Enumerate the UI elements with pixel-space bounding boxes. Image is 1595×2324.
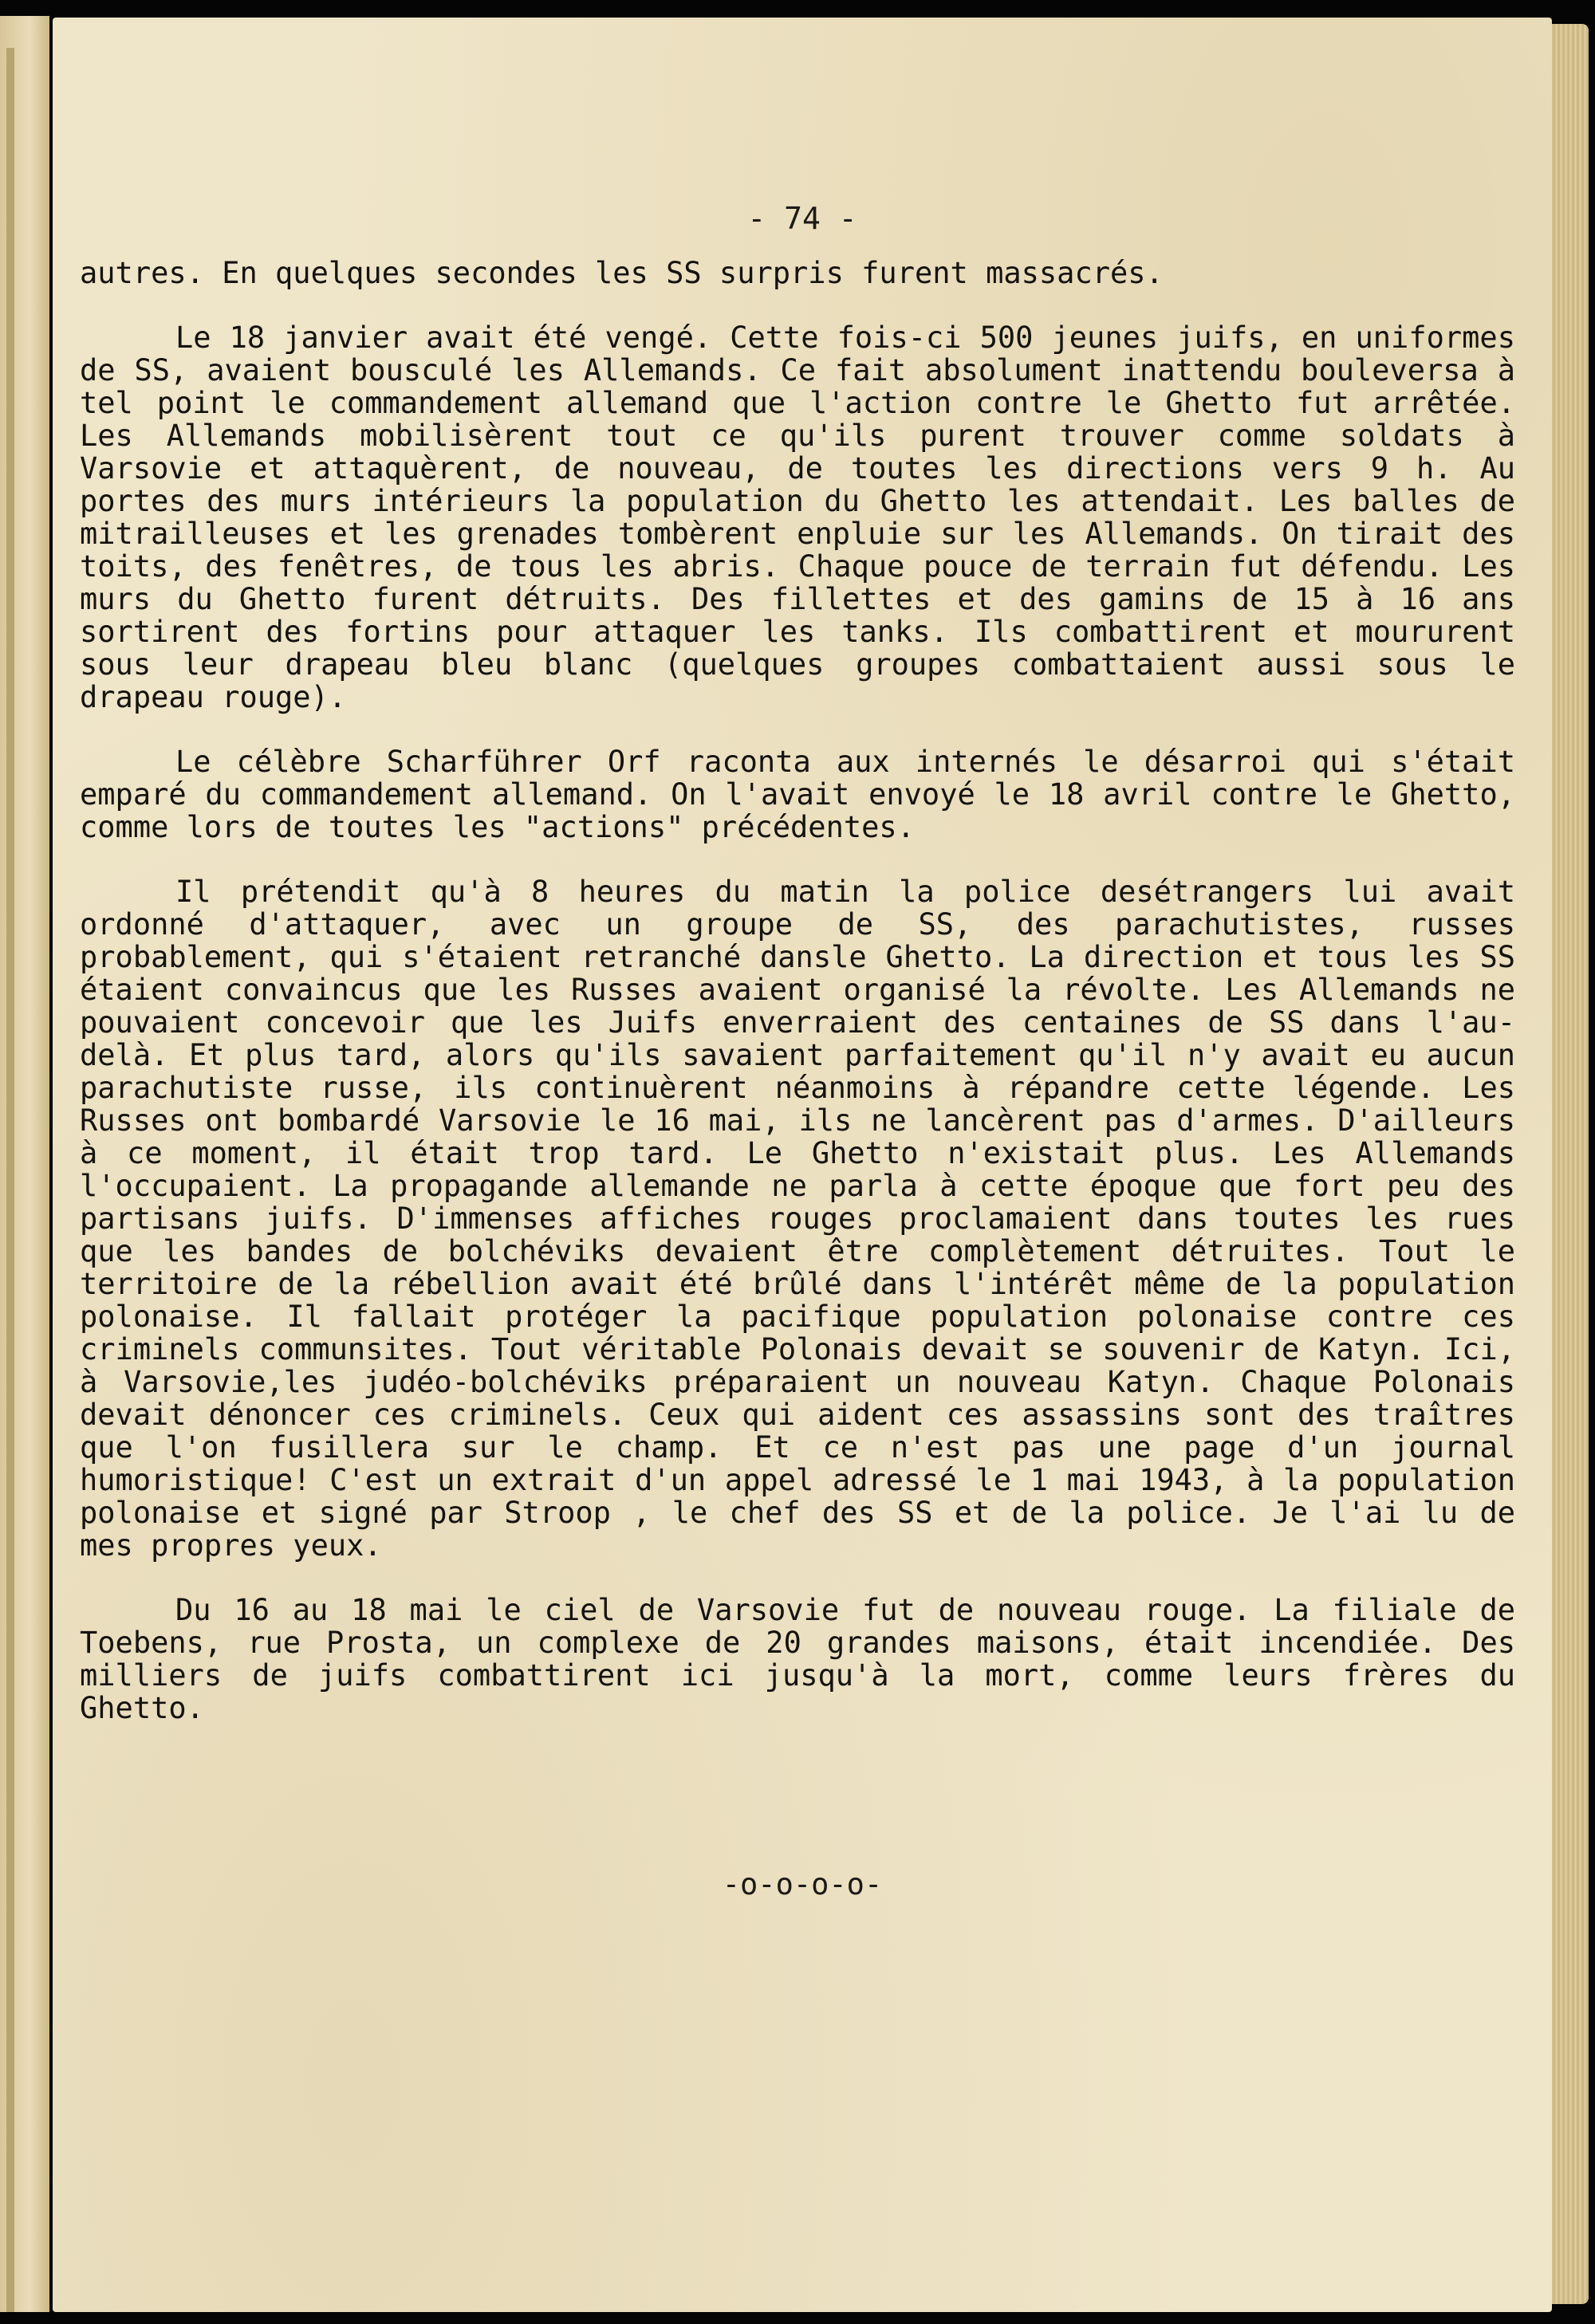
paragraph-3: Le célèbre Scharführer Orf raconta aux internés le désarroi qui s'était emparé du commandement allemand. On l'avait envoyé le 18 avril contre le Ghetto, comme lors de toutes les "actions" précédentes. [80,745,1515,844]
paragraph-1: autres. En quelques secondes les SS surpris furent massacrés. [80,256,1164,290]
binding-strip [6,48,14,2312]
document-page [53,18,1552,2312]
document-body [80,257,1515,1756]
right-page-stack-edge [1552,24,1589,2304]
paragraph-4: Il prétendit qu'à 8 heures du matin la police desétrangers lui avait ordonné d'attaquer, avec un groupe de SS, des parachutistes, russes probablement, qui s'étaient retranché dansle Ghetto. La direction et tous les SS étaient convaincus que les Russes avaient organisé la révolte. Les Allemands ne pouvaient concevoir que les Juifs enverraient des centaines de SS dans l'au-delà. Et plus tard, alors qu'ils savaient parfaitement qu'il n'y avait eu aucun parachutiste russe, ils continuèrent néanmoins à répandre cette légende. Les Russes ont bombardé Varsovie le 16 mai, ils ne lancèrent pas d'armes. D'ailleurs à ce moment, il était trop tard. Le Ghetto n'existait plus. Les Allemands l'occupaient. La propagande allemande ne parla à cette époque que fort peu des partisans juifs. D'immenses affiches rouges proclamaient dans toutes les rues que les bandes de bolchéviks devaient être complètement détruites. Tout le territoire de la rébellion avait été brûlé dans l'intérêt même de la population polonaise. Il fallait protéger la pacifique population polonaise contre ces criminels communsites. Tout véritable Polonais devait se souvenir de Katyn. Ici, à Varsovie,les judéo-bolchéviks préparaient un nouveau Katyn. Chaque Polonais devait dénoncer ces criminels. Ceux qui aident ces assassins sont des traîtres que l'on fusillera sur le champ. Et ce n'est pas une page d'un journal humoristique! C'est un extrait d'un appel adressé le 1 mai 1943, à la population polonaise et signé par Stroop , le chef des SS et de la police. Je l'ai lu de mes propres yeux. [80,875,1515,1563]
paragraph-2: Le 18 janvier avait été vengé. Cette fois-ci 500 jeunes juifs, en uniformes de SS, avaient bousculé les Allemands. Ce fait absolument inattendu bouleversa à tel point le commandement allemand que l'action contre le Ghetto fut arrêtée. Les Allemands mobilisèrent tout ce qu'ils purent trouver comme soldats à Varsovie et attaquèrent, de nouveau, de toutes les directions vers 9 h. Au portes des murs intérieurs la population du Ghetto les attendait. Les balles de mitrailleuses et les grenades tombèrent enpluie sur les Allemands. On tirait des toits, des fenêtres, de tous les abris. Chaque pouce de terrain fut défendu. Les murs du Ghetto furent détruits. Des fillettes et des gamins de 15 à 16 ans sortirent des fortins pour attaquer les tanks. Ils combattirent et moururent sous leur drapeau bleu blanc (quelques groupes combattaient aussi sous le drapeau rouge). [80,320,1515,714]
paragraph-5: Du 16 au 18 mai le ciel de Varsovie fut de nouveau rouge. La filiale de Toebens, rue Prosta, un complexe de 20 grandes maisons, était incendiée. Des milliers de juifs combattirent ici jusqu'à la mort, comme leurs frères du Ghetto. [80,1593,1515,1725]
page-number: - 74 - [747,201,857,236]
left-page-edge [0,16,49,2312]
section-separator: -o-o-o-o- [722,1867,883,1901]
